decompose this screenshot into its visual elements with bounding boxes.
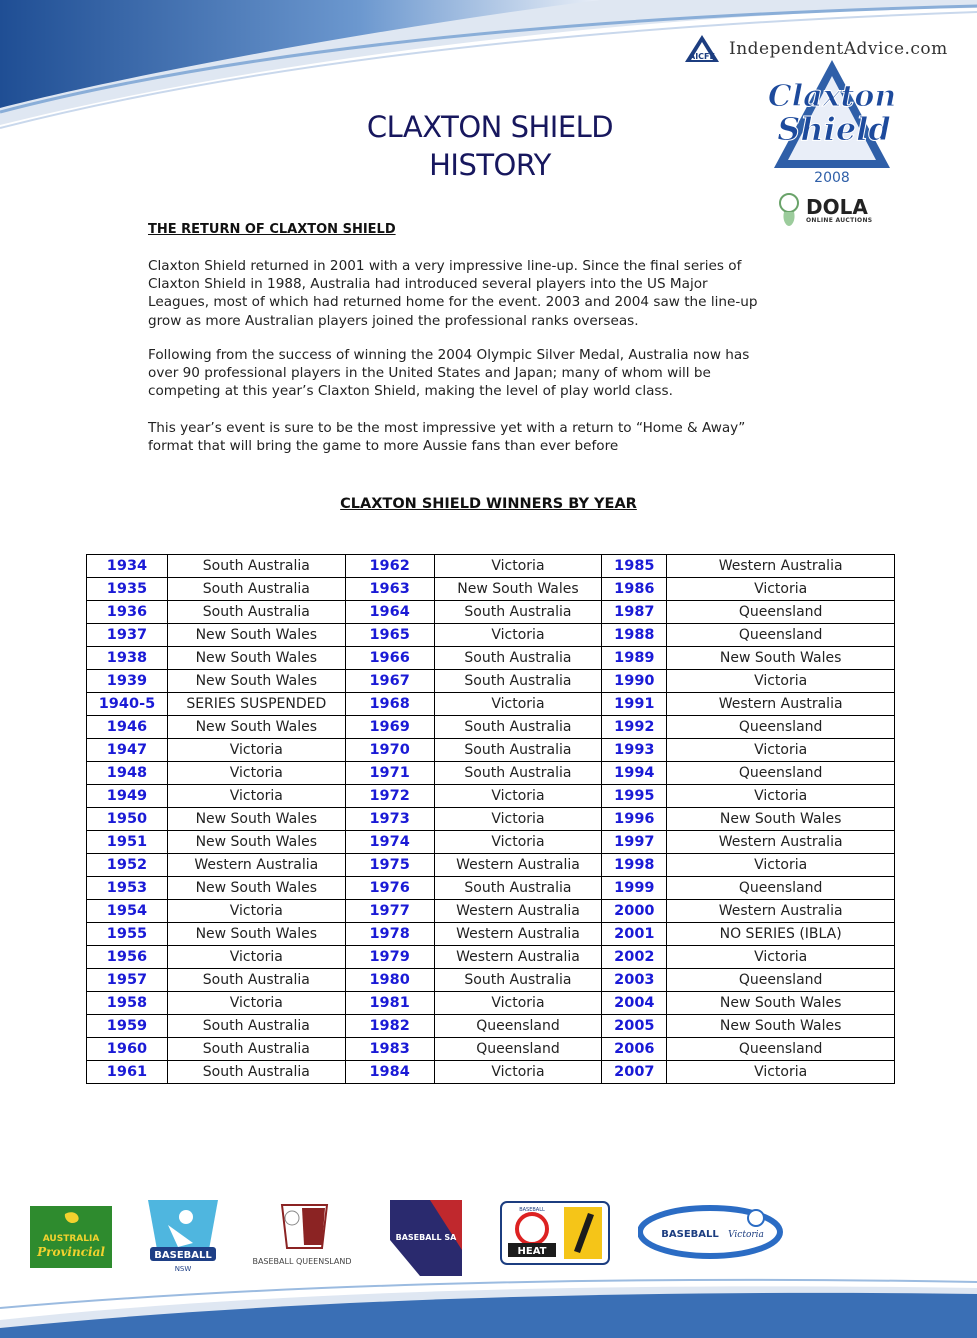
winners-table — [86, 554, 895, 1084]
winner-cell: South Australia — [167, 969, 345, 992]
winner-cell: Victoria — [434, 1061, 602, 1084]
year-cell: 1972 — [345, 785, 434, 808]
table-row — [87, 762, 895, 785]
year-cell: 1949 — [87, 785, 168, 808]
winner-cell: Western Australia — [434, 900, 602, 923]
table-row — [87, 555, 895, 578]
year-cell: 1992 — [602, 716, 667, 739]
year-cell: 1953 — [87, 877, 168, 900]
winner-cell: South Australia — [434, 969, 602, 992]
year-cell: 1974 — [345, 831, 434, 854]
year-cell: 1940-5 — [87, 693, 168, 716]
winner-cell: Victoria — [167, 946, 345, 969]
year-cell: 1976 — [345, 877, 434, 900]
table-row — [87, 693, 895, 716]
winner-cell: South Australia — [167, 601, 345, 624]
year-cell: 1969 — [345, 716, 434, 739]
winner-cell: Queensland — [667, 762, 895, 785]
year-cell: 1951 — [87, 831, 168, 854]
year-cell: 1937 — [87, 624, 168, 647]
winner-cell: Victoria — [434, 785, 602, 808]
intro-heading: THE RETURN OF CLAXTON SHIELD — [148, 222, 396, 237]
winner-cell: Queensland — [434, 1015, 602, 1038]
year-cell: 1994 — [602, 762, 667, 785]
winner-cell: Victoria — [167, 785, 345, 808]
perth-heat-logo — [500, 1201, 610, 1265]
year-cell: 1957 — [87, 969, 168, 992]
year-cell: 2006 — [602, 1038, 667, 1061]
year-cell: 1947 — [87, 739, 168, 762]
winner-cell: South Australia — [434, 716, 602, 739]
table-row — [87, 647, 895, 670]
table-row — [87, 739, 895, 762]
nsw-line-1: BASEBALL — [154, 1250, 212, 1261]
winner-cell: Victoria — [667, 946, 895, 969]
table-row — [87, 923, 895, 946]
paragraph-line: Following from the success of winning the 2004 Olympic Silver Medal, Australia now has — [148, 347, 750, 363]
heat-text: HEAT — [517, 1246, 547, 1257]
winner-cell: Queensland — [667, 716, 895, 739]
year-cell: 1981 — [345, 992, 434, 1015]
baseball-sa-logo — [390, 1200, 462, 1276]
winner-cell: Victoria — [667, 785, 895, 808]
baseball-queensland-logo — [242, 1200, 362, 1275]
claxton-shield-logo — [762, 58, 902, 188]
winner-cell: Victoria — [667, 670, 895, 693]
dola-name: DOLA — [806, 194, 868, 219]
winner-cell: New South Wales — [667, 1015, 895, 1038]
winner-cell: Victoria — [434, 693, 602, 716]
year-cell: 2003 — [602, 969, 667, 992]
winner-cell: Western Australia — [167, 854, 345, 877]
winner-cell: South Australia — [167, 1038, 345, 1061]
winner-cell: New South Wales — [434, 578, 602, 601]
paragraph-line: Claxton Shield returned in 2001 with a very impressive line-up. Since the final series of — [148, 258, 742, 274]
title-line-1: CLAXTON SHIELD — [366, 110, 614, 144]
winner-cell: New South Wales — [167, 716, 345, 739]
winner-cell: Western Australia — [667, 555, 895, 578]
australia-provincial-logo — [30, 1206, 112, 1268]
winner-cell: Queensland — [434, 1038, 602, 1061]
year-cell: 2007 — [602, 1061, 667, 1084]
year-cell: 1952 — [87, 854, 168, 877]
year-cell: 1934 — [87, 555, 168, 578]
winner-cell: Queensland — [667, 1038, 895, 1061]
winner-cell: New South Wales — [167, 624, 345, 647]
year-cell: 1955 — [87, 923, 168, 946]
year-cell: 1973 — [345, 808, 434, 831]
provincial-line-2: Provincial — [37, 1245, 105, 1259]
table-row — [87, 808, 895, 831]
svg-text:2008: 2008 — [814, 170, 850, 186]
year-cell: 1958 — [87, 992, 168, 1015]
winner-cell: South Australia — [434, 601, 602, 624]
year-cell: 1978 — [345, 923, 434, 946]
winner-cell: South Australia — [434, 762, 602, 785]
winner-cell: Queensland — [667, 877, 895, 900]
winners-heading: CLAXTON SHIELD WINNERS BY YEAR — [340, 496, 637, 512]
winner-cell: Victoria — [667, 739, 895, 762]
winner-cell: Western Australia — [667, 693, 895, 716]
table-row — [87, 854, 895, 877]
winner-cell: New South Wales — [167, 923, 345, 946]
winner-cell: Victoria — [167, 992, 345, 1015]
winner-cell: Western Australia — [434, 946, 602, 969]
winner-cell: Victoria — [434, 555, 602, 578]
winner-cell: Queensland — [667, 969, 895, 992]
table-row — [87, 601, 895, 624]
year-cell: 2000 — [602, 900, 667, 923]
baseball-victoria-logo — [638, 1200, 783, 1260]
year-cell: 1946 — [87, 716, 168, 739]
year-cell: 1982 — [345, 1015, 434, 1038]
table-row — [87, 716, 895, 739]
year-cell: 1954 — [87, 900, 168, 923]
table-row — [87, 992, 895, 1015]
year-cell: 2004 — [602, 992, 667, 1015]
nsw-line-2: NSW — [174, 1265, 192, 1273]
table-row — [87, 670, 895, 693]
title-line-2: HISTORY — [429, 148, 551, 182]
table-row — [87, 785, 895, 808]
winner-cell: Queensland — [667, 624, 895, 647]
winner-cell: Western Australia — [434, 854, 602, 877]
year-cell: 1968 — [345, 693, 434, 716]
footer-swoosh — [0, 1278, 977, 1338]
provincial-line-1: AUSTRALIA — [42, 1234, 100, 1244]
paragraph-line: grow as more Australian players joined the professional ranks overseas. — [148, 312, 639, 329]
year-cell: 1966 — [345, 647, 434, 670]
baseball-nsw-logo — [138, 1195, 228, 1277]
year-cell: 1960 — [87, 1038, 168, 1061]
year-cell: 1999 — [602, 877, 667, 900]
table-row — [87, 578, 895, 601]
dola-subtitle: ONLINE AUCTIONS — [806, 216, 873, 224]
paragraph-line: Leagues, most of which had returned home for the event. 2003 and 2004 saw the line-up — [148, 294, 758, 311]
winner-cell: Western Australia — [667, 900, 895, 923]
heat-small-text: BASEBALL — [519, 1207, 545, 1213]
svg-text:Claxton: Claxton — [767, 79, 897, 114]
winner-cell: Victoria — [667, 578, 895, 601]
winner-cell: South Australia — [434, 877, 602, 900]
winner-cell: South Australia — [167, 578, 345, 601]
sa-text: BASEBALL SA — [395, 1233, 457, 1242]
year-cell: 1996 — [602, 808, 667, 831]
winner-cell: South Australia — [434, 647, 602, 670]
year-cell: 1938 — [87, 647, 168, 670]
year-cell: 1993 — [602, 739, 667, 762]
winner-cell: South Australia — [434, 739, 602, 762]
winner-cell: Victoria — [434, 831, 602, 854]
year-cell: 1977 — [345, 900, 434, 923]
year-cell: 1997 — [602, 831, 667, 854]
table-row — [87, 969, 895, 992]
year-cell: 1987 — [602, 601, 667, 624]
winner-cell: New South Wales — [167, 831, 345, 854]
year-cell: 1970 — [345, 739, 434, 762]
winner-cell: Victoria — [434, 992, 602, 1015]
winner-cell: New South Wales — [667, 647, 895, 670]
paragraph-line: Claxton Shield in 1988, Australia had introduced several players into the US Major — [148, 276, 708, 293]
winner-cell: NO SERIES (IBLA) — [667, 923, 895, 946]
year-cell: 1986 — [602, 578, 667, 601]
winner-cell: South Australia — [167, 555, 345, 578]
year-cell: 1967 — [345, 670, 434, 693]
year-cell: 1964 — [345, 601, 434, 624]
intro-paragraph-1 — [148, 257, 848, 330]
year-cell: 1971 — [345, 762, 434, 785]
winner-cell: SERIES SUSPENDED — [167, 693, 345, 716]
year-cell: 1988 — [602, 624, 667, 647]
svg-text:Shield: Shield — [777, 110, 891, 148]
dola-figure-icon — [776, 192, 802, 228]
year-cell: 1989 — [602, 647, 667, 670]
qld-text: BASEBALL QUEENSLAND — [252, 1257, 352, 1266]
svg-text:AICFE: AICFE — [689, 52, 715, 61]
winners-table-body — [87, 555, 895, 1084]
year-cell: 1995 — [602, 785, 667, 808]
winner-cell: South Australia — [167, 1061, 345, 1084]
year-cell: 1979 — [345, 946, 434, 969]
winner-cell: Victoria — [667, 854, 895, 877]
year-cell: 1935 — [87, 578, 168, 601]
intro-paragraph-2 — [148, 346, 848, 401]
aicfe-logo-icon — [683, 34, 721, 64]
winner-cell: South Australia — [434, 670, 602, 693]
winner-cell: New South Wales — [167, 877, 345, 900]
brand-name: IndependentAdvice.com — [729, 39, 948, 59]
vic-text: BASEBALL — [661, 1229, 719, 1240]
winner-cell: Victoria — [667, 1061, 895, 1084]
year-cell: 1963 — [345, 578, 434, 601]
table-row — [87, 946, 895, 969]
table-row — [87, 877, 895, 900]
winner-cell: Victoria — [167, 900, 345, 923]
intro-paragraph-3 — [148, 419, 848, 455]
paragraph-line: format that will bring the game to more Aussie fans than ever before — [148, 438, 619, 455]
table-row — [87, 1015, 895, 1038]
year-cell: 1948 — [87, 762, 168, 785]
year-cell: 1991 — [602, 693, 667, 716]
year-cell: 1965 — [345, 624, 434, 647]
winner-cell: Victoria — [434, 624, 602, 647]
table-row — [87, 624, 895, 647]
year-cell: 1961 — [87, 1061, 168, 1084]
year-cell: 1980 — [345, 969, 434, 992]
winner-cell: Western Australia — [434, 923, 602, 946]
winner-cell: Victoria — [167, 762, 345, 785]
table-row — [87, 1061, 895, 1084]
year-cell: 2002 — [602, 946, 667, 969]
year-cell: 2001 — [602, 923, 667, 946]
year-cell: 1950 — [87, 808, 168, 831]
year-cell: 1959 — [87, 1015, 168, 1038]
year-cell: 2005 — [602, 1015, 667, 1038]
winner-cell: Queensland — [667, 601, 895, 624]
paragraph-line: This year’s event is sure to be the most impressive yet with a return to “Home & Away” — [148, 420, 746, 436]
table-row — [87, 1038, 895, 1061]
year-cell: 1956 — [87, 946, 168, 969]
winner-cell: New South Wales — [667, 992, 895, 1015]
winner-cell: South Australia — [167, 1015, 345, 1038]
winner-cell: New South Wales — [167, 647, 345, 670]
year-cell: 1983 — [345, 1038, 434, 1061]
winner-cell: New South Wales — [667, 808, 895, 831]
year-cell: 1939 — [87, 670, 168, 693]
winner-cell: New South Wales — [167, 670, 345, 693]
paragraph-line: competing at this year’s Claxton Shield, making the level of play world class. — [148, 383, 673, 400]
year-cell: 1984 — [345, 1061, 434, 1084]
sponsor-logos — [0, 1195, 977, 1280]
page-title — [290, 108, 690, 184]
table-row — [87, 900, 895, 923]
year-cell: 1985 — [602, 555, 667, 578]
dola-logo — [776, 190, 886, 230]
winner-cell: Victoria — [434, 808, 602, 831]
year-cell: 1998 — [602, 854, 667, 877]
paragraph-line: over 90 professional players in the United States and Japan; many of whom will be — [148, 365, 711, 382]
winner-cell: Victoria — [167, 739, 345, 762]
table-row — [87, 831, 895, 854]
winner-cell: Western Australia — [667, 831, 895, 854]
year-cell: 1990 — [602, 670, 667, 693]
year-cell: 1975 — [345, 854, 434, 877]
vic-script: Victoria — [728, 1230, 764, 1240]
winner-cell: New South Wales — [167, 808, 345, 831]
year-cell: 1962 — [345, 555, 434, 578]
year-cell: 1936 — [87, 601, 168, 624]
